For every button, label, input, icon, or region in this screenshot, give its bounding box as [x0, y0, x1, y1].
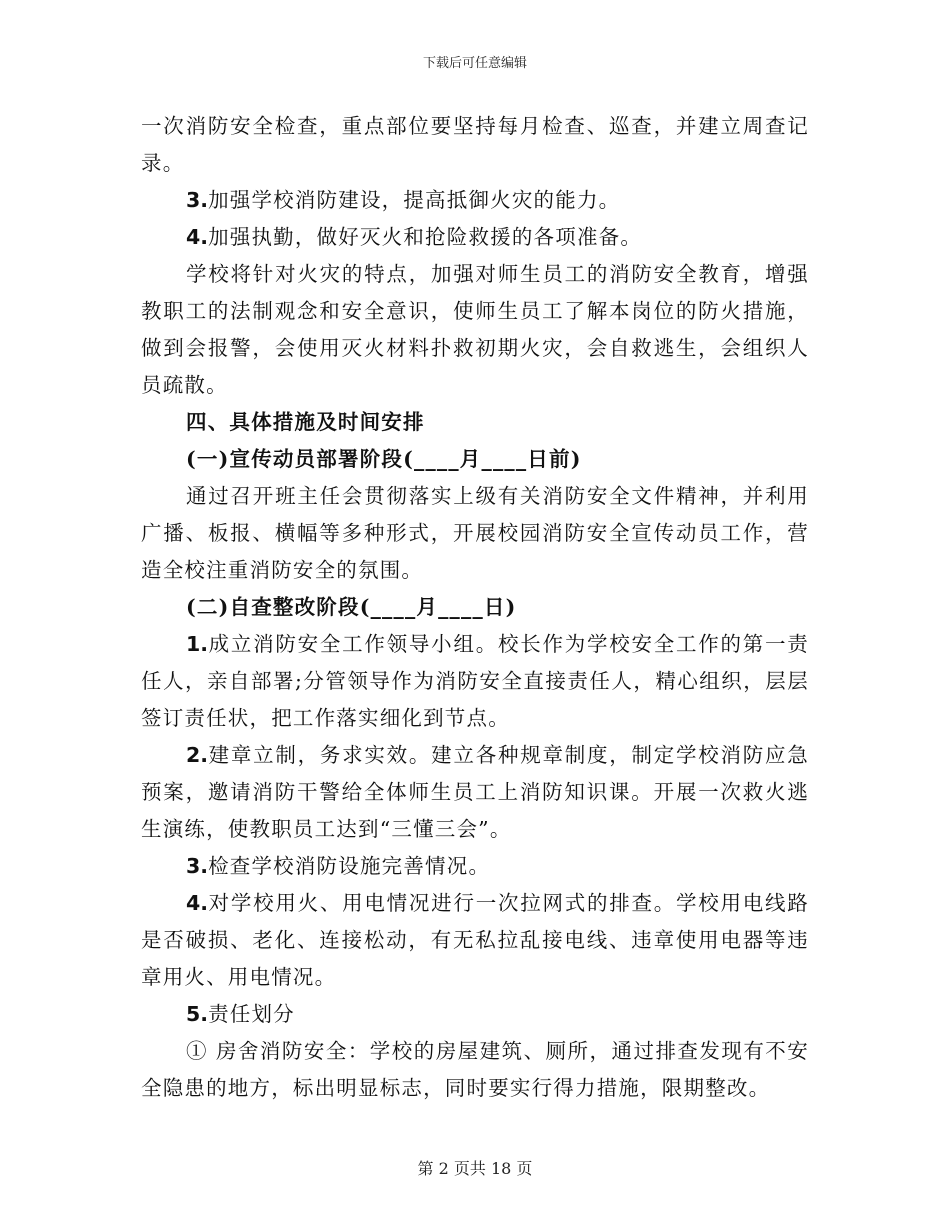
heading-text: (二)自查整改阶段(____月____日) [186, 595, 517, 619]
list-item-5 [141, 996, 809, 1033]
paragraph-text: 学校将针对火灾的特点，加强对师生员工的消防安全教育，增强教职工的法制观念和安全意识，使师生员工了解本岗位的防火措施，做到会报警，会使用灭火材料扑救初期火灾，会自救逃生，会组织人员疏散。 [141, 262, 809, 397]
list-item-4b [141, 885, 809, 996]
list-number: 4. [186, 225, 209, 249]
list-item-3 [141, 182, 809, 219]
paragraph-text: 加强学校消防建设，提高抵御火灾的能力。 [208, 188, 621, 212]
paragraph-housing-safety [141, 1033, 809, 1107]
section-heading-four [141, 404, 809, 441]
list-number: 4. [186, 891, 209, 915]
list-number: 1. [186, 632, 209, 656]
subheading-phase-one [141, 441, 809, 478]
paragraph-text: 对学校用火、用电情况进行一次拉网式的排查。学校用电线路是否破损、老化、连接松动，有无私拉乱接电线、违章使用电器等违章用火、用电情况。 [141, 891, 809, 989]
heading-text: (一)宣传动员部署阶段(____月____日前) [186, 447, 582, 471]
heading-text: 四、具体措施及时间安排 [186, 410, 425, 434]
paragraph-text: 一次消防安全检查，重点部位要坚持每月检查、巡查，并建立周查记录。 [141, 114, 809, 175]
list-number: 2. [186, 743, 209, 767]
subheading-phase-two [141, 589, 809, 626]
list-item-2 [141, 737, 809, 848]
list-item-3b [141, 848, 809, 885]
list-item-1 [141, 626, 809, 737]
paragraph-text: 通过召开班主任会贯彻落实上级有关消防安全文件精神，并利用广播、板报、横幅等多种形式，开展校园消防安全宣传动员工作，营造全校注重消防安全的氛围。 [141, 484, 809, 582]
paragraph-education [141, 256, 809, 404]
paragraph-text: 建章立制，务求实效。建立各种规章制度，制定学校消防应急预案，邀请消防干警给全体师生员工上消防知识课。开展一次救火逃生演练，使教职员工达到“三懂三会”。 [141, 743, 809, 841]
paragraph-text: ① 房舍消防安全：学校的房屋建筑、厕所，通过排查发现有不安全隐患的地方，标出明显标志，同时要实行得力措施，限期整改。 [141, 1039, 809, 1100]
header-note: 下载后可任意编辑 [422, 56, 527, 71]
paragraph-publicity [141, 478, 809, 589]
page-number: 第 2 页共 18 页 [417, 1159, 533, 1178]
paragraph-text: 成立消防安全工作领导小组。校长作为学校安全工作的第一责任人，亲自部署;分管领导作为消防安全直接责任人，精心组织，层层签订责任状，把工作落实细化到节点。 [141, 632, 809, 730]
list-number: 3. [186, 188, 209, 212]
list-number: 3. [186, 854, 209, 878]
paragraph-continuation [141, 108, 809, 182]
paragraph-text: 加强执勤，做好灭火和抢险救援的各项准备。 [208, 225, 643, 249]
list-number: 5. [186, 1002, 209, 1026]
paragraph-text: 检查学校消防设施完善情况。 [208, 854, 491, 878]
list-item-4 [141, 219, 809, 256]
document-body [141, 108, 809, 1107]
paragraph-text: 责任划分 [208, 1002, 295, 1026]
